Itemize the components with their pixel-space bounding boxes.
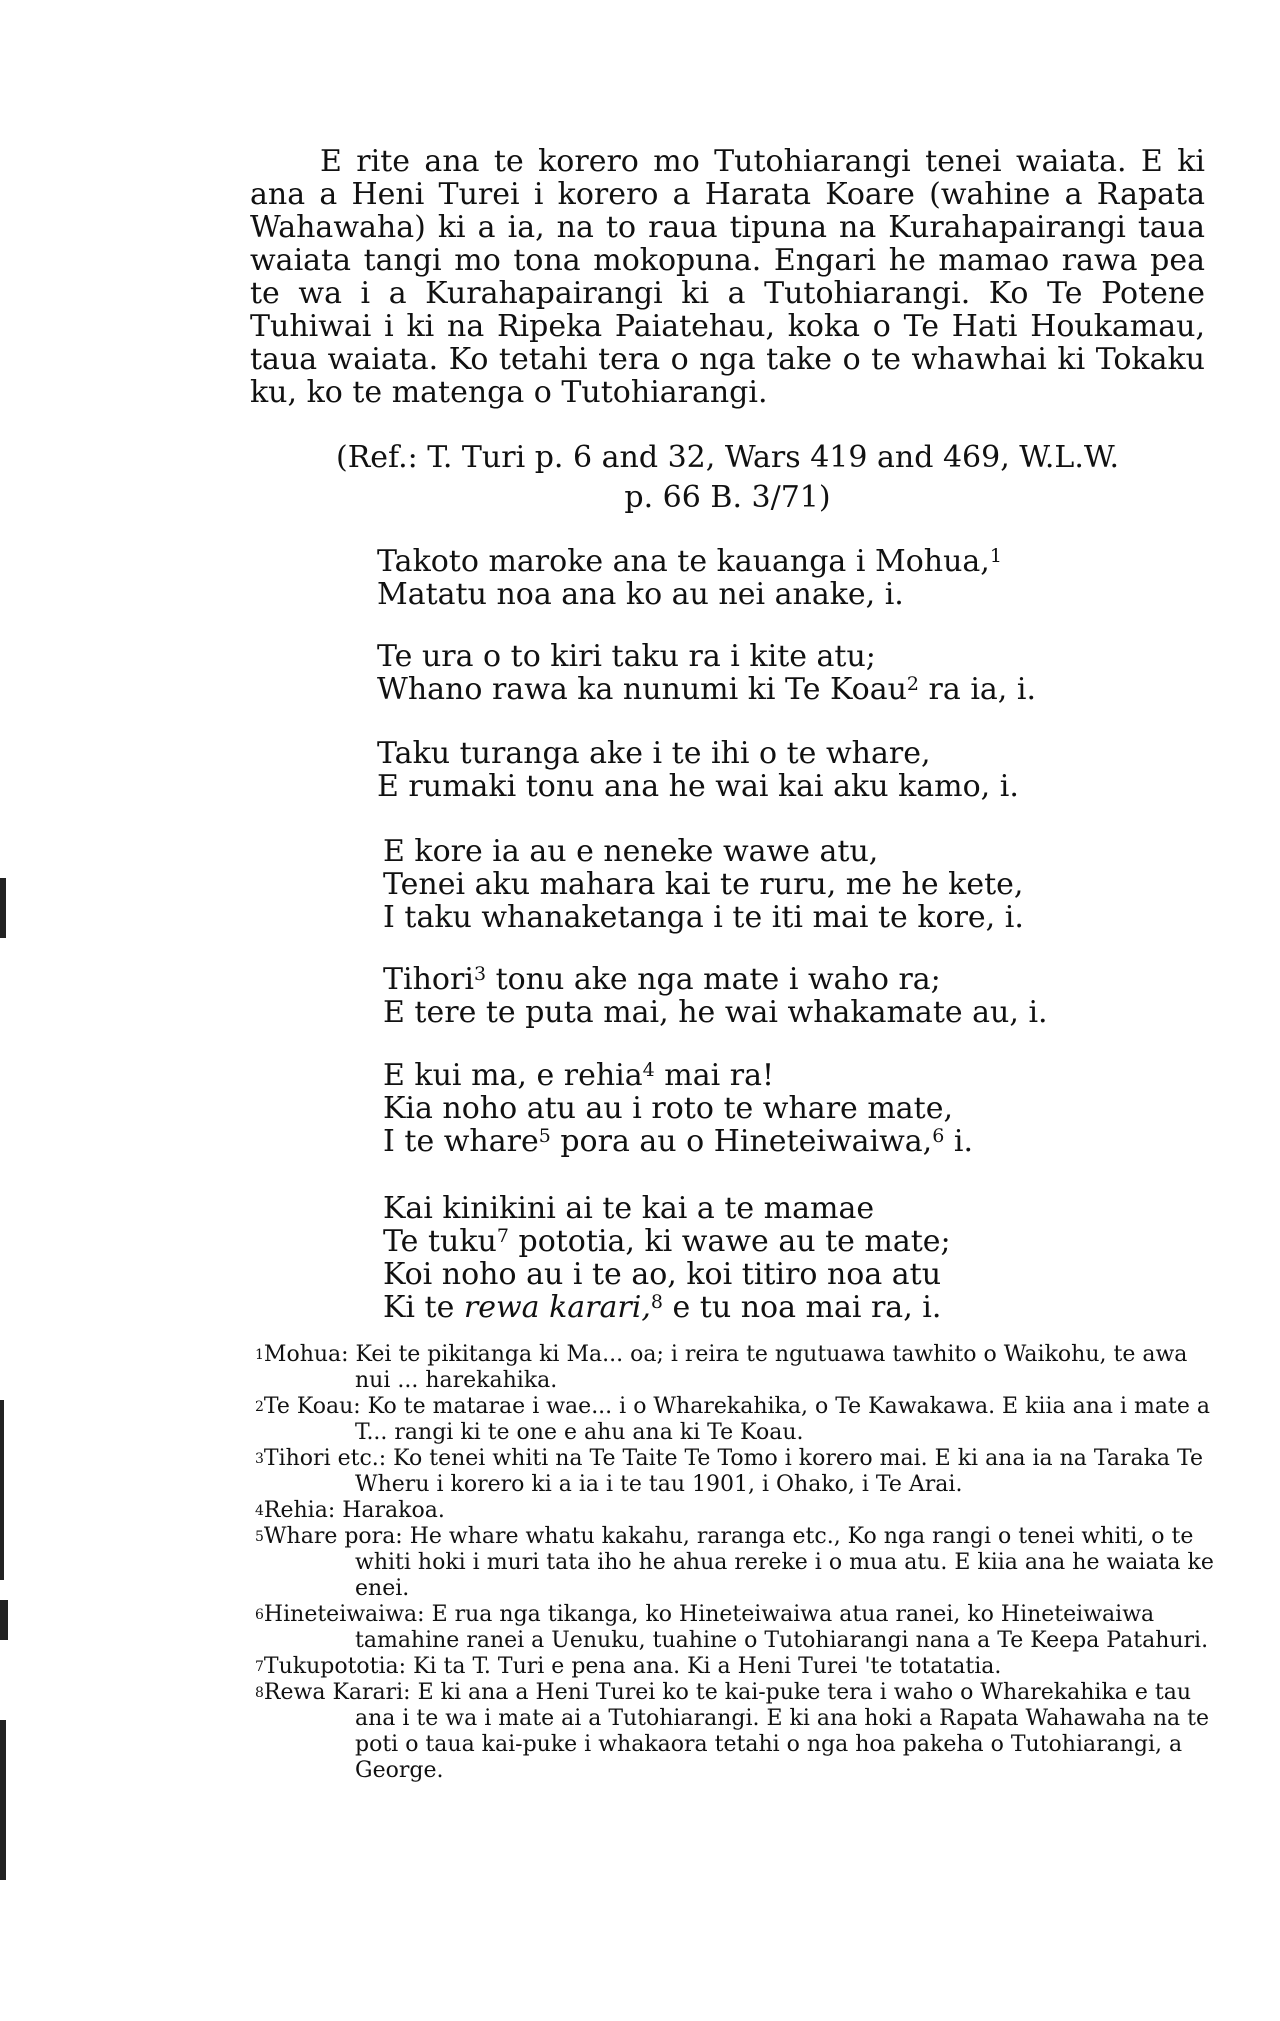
poem-line: E rumaki tonu ana he wai kai aku kamo, i. (377, 769, 1019, 804)
margin-mark (0, 1400, 4, 1580)
poem-line: E tere te puta mai, he wai whakamate au, i. (383, 995, 1048, 1030)
poem-line: I taku whanaketanga i te iti mai te kore, i. (383, 900, 1024, 935)
poem-line: Te tuku$^7$ pototia, ki wawe au te mate; (383, 1224, 951, 1259)
footnote-ref: 8 (650, 1291, 663, 1313)
reference-line-2: p. 66 B. 3/71) (624, 480, 831, 515)
reference-line-1: (Ref.: T. Turi p. 6 and 32, Wars 419 and 469, W.L.W. (335, 440, 1119, 475)
footnote: 3Tihori etc.: Ko tenei whiti na Te Taite Te Tomo i korero mai. E ki ana ia na Taraka Te Wheru i korero ki a ia i te tau 1901, i Ohako, i Te Arai. (255, 1446, 1204, 1497)
poem-line: Whano rawa ka nunumi ki Te Koau$^2$ ra ia, i. (377, 672, 1036, 707)
footnote-ref: 6 (932, 1125, 945, 1147)
footnote: 2Te Koau: Ko te matarae i wae... i o Wharekahika, o Te Kawakawa. E kiia ana i mate a T... rangi ki te one e ahu ana ki Te Koau. (255, 1394, 1210, 1445)
poem-line: Te ura o to kiri taku ra i kite atu; (377, 639, 876, 674)
footnote-ref: 3 (473, 963, 487, 985)
poem-line: Matatu noa ana ko au nei anake, i. (377, 577, 904, 612)
poem-line: Taku turanga ake i te ihi o te whare, (377, 736, 931, 771)
footnote-ref: 7 (496, 1225, 509, 1247)
footnotes (255, 1342, 1215, 1784)
poem-line: Tenei aku mahara kai te ruru, me he kete, (383, 867, 1024, 902)
poem-line: Kai kinikini ai te kai a te mamae (383, 1191, 875, 1226)
footnote-ref: 5 (538, 1125, 551, 1147)
poem-line: Ki te rewa karari,$^8$ e tu noa mai ra, i. (383, 1290, 942, 1325)
margin-mark (0, 1600, 8, 1640)
footnote-ref: 2 (906, 673, 920, 695)
poem-line: E kore ia au e neneke wawe atu, (383, 834, 879, 869)
footnote: 6Hineteiwaiwa: E rua nga tikanga, ko Hineteiwaiwa atua ranei, ko Hineteiwaiwa tamahine ranei a Uenuku, tuahine o Tutohiarangi nana a Te Keepa Patahuri. (255, 1602, 1209, 1653)
footnote: 1Mohua: Kei te pikitanga ki Ma... oa; i reira te ngutuawa tawhito o Waikohu, te awa nui ... harekahika. (255, 1342, 1188, 1393)
poem-line: I te whare$^5$ pora au o Hineteiwaiwa,$^6$ i. (383, 1124, 973, 1159)
poem-line: Tihori$^3$ tonu ake nga mate i waho ra; (383, 962, 941, 997)
footnote: 5Whare pora: He whare whatu kakahu, raranga etc., Ko nga rangi o tenei whiti, o te whiti hoki i muri tata iho he ahua rereke i o mua atu. E kiia ana he waiata ke enei. (255, 1524, 1214, 1601)
poem-line: Koi noho au i te ao, koi titiro noa atu (383, 1257, 942, 1292)
poem-line: Takoto maroke ana te kauanga i Mohua,$^1$ (377, 544, 1002, 579)
footnote-ref: 4 (642, 1059, 655, 1081)
poem-line: E kui ma, e rehia$^4$ mai ra! (383, 1058, 775, 1093)
intro-paragraph (250, 145, 1205, 409)
poem-line: Kia noho atu au i roto te whare mate, (383, 1091, 953, 1126)
footnote: 7Tukupototia: Ki ta T. Turi e pena ana. Ki a Heni Turei 'te totatatia. (255, 1654, 1002, 1679)
footnote: 4Rehia: Harakoa. (255, 1498, 445, 1523)
footnote: 8Rewa Karari: E ki ana a Heni Turei ko te kai-puke tera i waho o Wharekahika e tau ana i te wa i mate ai a Tutohiarangi. E ki ana hoki a Rapata Wahawaha na te poti o taua kai-puke i whakaora tetahi o nga hoa pakeha o Tutohiarangi, a George. (255, 1680, 1209, 1783)
margin-mark (0, 878, 6, 938)
margin-mark (0, 1720, 6, 1880)
footnote-ref: 1 (989, 545, 1002, 567)
intro-text: E rite ana te korero mo Tutohiarangi tenei waiata. E ki ana a Heni Turei i korero a Harata Koare (wahine a Rapata Wahawaha) ki a ia, na to raua tipuna na Kurahapairangi taua waiata tangi mo tona mokopuna. Engari he mamao rawa pea te wa i a Kurahapairangi ki a Tutohiarangi. Ko Te Potene Tuhiwai i ki na Ripeka Paiatehau, koka o Te Hati Houkamau, taua waiata. Ko tetahi tera o nga take o te whawhai ki Tokaku ku, ko te matenga o Tutohiarangi. (250, 144, 1205, 410)
